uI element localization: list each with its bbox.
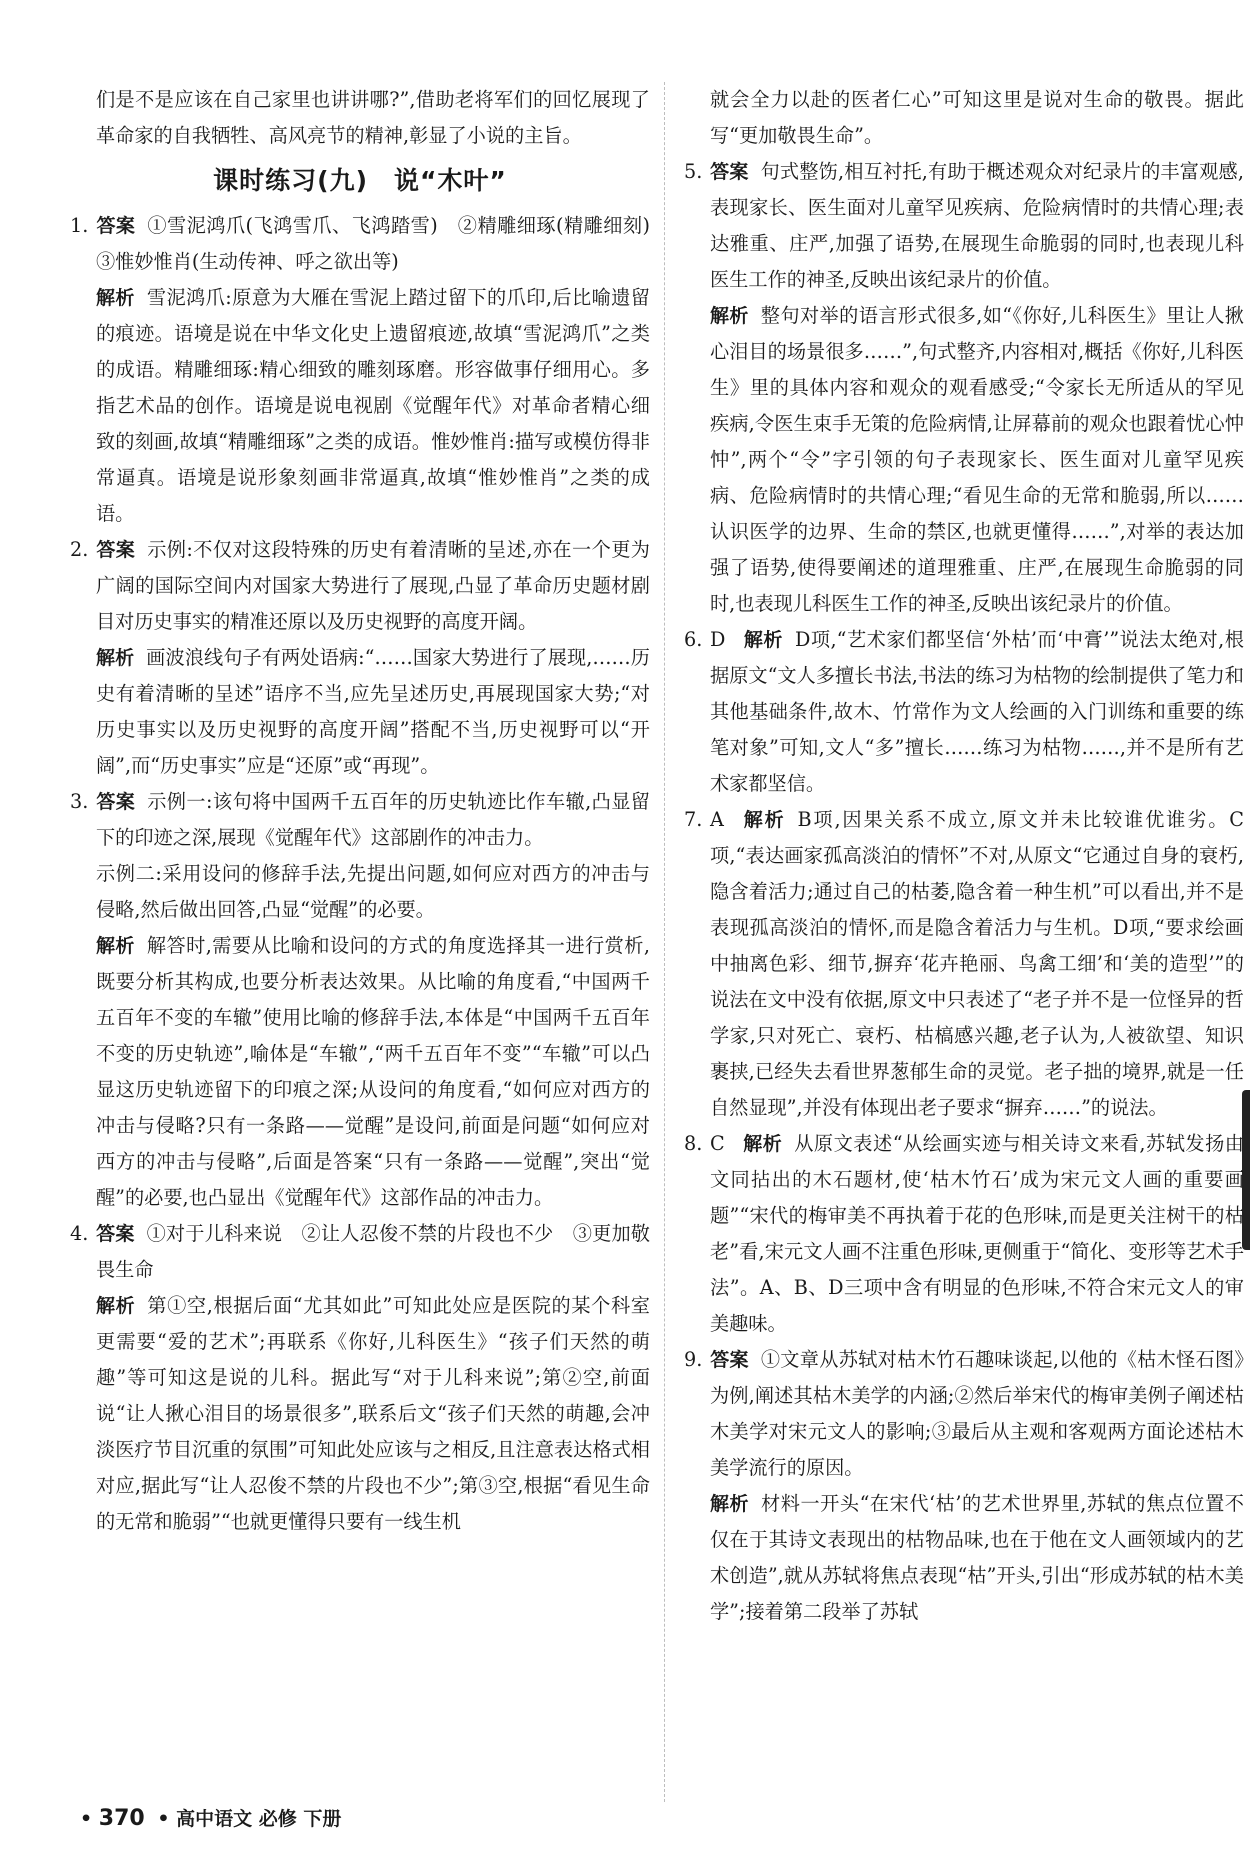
question-7 <box>684 802 1244 1126</box>
dot-separator: • <box>157 1808 170 1830</box>
analysis-text: 画波浪线句子有两处语病:“……国家大势进行了展现,……历史有着清晰的呈述”语序不当,应先呈述历史,再展现国家大势;“对历史事实以及历史视野的高度开阔”搭配不当,历史视野可以“开阔”,而“历史事实”应是“还原”或“再现”。 <box>96 646 650 777</box>
answer-text: ①对于儿科来说 ②让人忍俊不禁的片段也不少 ③更加敬畏生命 <box>96 1222 650 1281</box>
answer-text: ①雪泥鸿爪(飞鸿雪爪、飞鸿踏雪) ②精雕细琢(精雕细刻) ③惟妙惟肖(生动传神、呼之欲出等) <box>96 214 670 273</box>
book-title: 高中语文 必修 下册 <box>176 1808 342 1830</box>
analysis-1 <box>70 280 650 532</box>
answer-text: 示例一:该句将中国两千五百年的历史轨迹比作车辙,凸显留下的印迹之深,展现《觉醒年代》这部剧作的冲击力。 <box>96 790 650 849</box>
answer-3-example-2: 示例二:采用设问的修辞手法,先提出问题,如何应对西方的冲击与侵略,然后做出回答,凸显“觉醒”的必要。 <box>96 862 650 921</box>
question-number: 6. <box>684 628 703 651</box>
question-5 <box>684 154 1244 298</box>
answer-label: 答案 <box>710 161 749 183</box>
analysis-3 <box>70 928 650 1216</box>
question-number: 4. <box>70 1222 89 1245</box>
question-6 <box>684 622 1244 802</box>
choice-answer: C <box>710 1132 725 1155</box>
analysis-label: 解析 <box>96 1295 136 1317</box>
question-number: 3. <box>70 790 89 813</box>
analysis-label: 解析 <box>710 305 749 327</box>
analysis-4 <box>70 1288 650 1540</box>
question-number: 5. <box>684 160 703 183</box>
analysis-2 <box>70 640 650 784</box>
analysis-9 <box>684 1486 1244 1630</box>
analysis-text: 从原文表述“从绘画实迹与相关诗文来看,苏轼发扬由文同拈出的木石题材,使‘枯木竹石’成为宋元文人画的重要画题”“宋代的梅审美不再执着于花的色形味,而是更关注树干的枯老”看,宋元文人画不注重色形味,更侧重于“简化、变形等艺术手法”。A、B、D三项中含有明显的色形味,不符合宋元文人的审美趣味。 <box>710 1132 1244 1335</box>
question-3 <box>70 784 650 856</box>
continued-text: 们是不是应该在自己家里也讲讲哪?”,借助老将军们的回忆展现了革命家的自我牺牲、高风亮节的精神,彰显了小说的主旨。 <box>96 88 650 147</box>
bullet-dot: • <box>80 1808 93 1830</box>
answer-label: 答案 <box>96 215 136 237</box>
continued-text: 就会全力以赴的医者仁心”可知这里是说对生命的敬畏。据此写“更加敬畏生命”。 <box>710 88 1244 147</box>
choice-answer: D <box>710 628 726 651</box>
section-title: 课时练习(九) 说“木叶” <box>213 166 507 195</box>
analysis-text: 解答时,需要从比喻和设问的方式的角度选择其一进行赏析,既要分析其构成,也要分析表达效果。从比喻的角度看,“中国两千五百年不变的车辙”使用比喻的修辞手法,本体是“中国两千五百年不变的历史轨迹”,喻体是“车辙”,“两千五百年不变”“车辙”可以凸显这历史轨迹留下的印痕之深;从设问的角度看,“如何应对西方的冲击与侵略?只有一条路——觉醒”是设问,前面是问题“如何应对西方的冲击与侵略”,后面是答案“只有一条路——觉醒”,突出“觉醒”的必要,也凸显出《觉醒年代》这部作品的冲击力。 <box>96 934 650 1209</box>
left-column <box>70 82 670 1540</box>
question-number: 2. <box>70 538 89 561</box>
question-1 <box>70 208 670 280</box>
analysis-label: 解析 <box>96 287 135 309</box>
analysis-label: 解析 <box>710 1493 750 1515</box>
answer-label: 答案 <box>96 791 136 813</box>
question-4 <box>70 1216 650 1288</box>
analysis-label: 解析 <box>96 647 135 669</box>
analysis-label: 解析 <box>741 809 786 831</box>
answer-text: ①文章从苏轼对枯木竹石趣味谈起,以他的《枯木怪石图》为例,阐述其枯木美学的内涵;②然后举宋代的梅审美例子阐述枯木美学对宋元文人的影响;③最后从主观和客观两方面论述枯木美学流行的原因。 <box>710 1348 1244 1479</box>
answer-label: 答案 <box>96 539 136 561</box>
answer-label: 答案 <box>710 1349 749 1371</box>
question-number: 7. <box>684 808 703 831</box>
analysis-text: 材料一开头“在宋代‘枯’的艺术世界里,苏轼的焦点位置不仅在于其诗文表现出的枯物品味,也在于他在文人画领域内的艺术创造”,就从苏轼将焦点表现“枯”开头,引出“形成苏轼的枯木美学”;接着第二段举了苏轼 <box>710 1492 1244 1623</box>
analysis-text: B项,因果关系不成立,原文并未比较谁优谁劣。C项,“表达画家孤高淡泊的情怀”不对,从原文“它通过自身的衰朽,隐含着活力;通过自己的枯萎,隐含着一种生机”可以看出,并不是表现孤高淡泊的情怀,而是隐含着活力与生机。D项,“要求绘画中抽离色彩、细节,摒弃‘花卉艳丽、鸟禽工细’和‘美的造型’”的说法在文中没有依据,原文中只表述了“老子并不是一位怪异的哲学家,只对死亡、衰朽、枯槁感兴趣,老子认为,人被欲望、知识裹挟,已经失去看世界葱郁生命的灵觉。老子拙的境界,就是一任自然显现”,并没有体现出老子要求“摒弃……”的说法。 <box>710 808 1244 1119</box>
answer-text: 句式整饬,相互衬托,有助于概述观众对纪录片的丰富观感,表现家长、医生面对儿童罕见疾病、危险病情时的共情心理;表达雅重、庄严,加强了语势,在展现生命脆弱的同时,也表现儿科医生工作的神圣,反映出该纪录片的价值。 <box>710 160 1244 291</box>
analysis-text: D项,“艺术家们都坚信‘外枯’而‘中膏’”说法太绝对,根据原文“文人多擅长书法,书法的练习为枯物的绘制提供了笔力和其他基础条件,故木、竹常作为文人绘画的入门训练和重要的练笔对象”可知,文人“多”擅长……练习为枯物……,并不是所有艺术家都坚信。 <box>710 628 1244 795</box>
analysis-label: 解析 <box>742 1133 783 1155</box>
column-divider <box>664 82 665 1802</box>
answer-label: 答案 <box>96 1223 135 1245</box>
question-number: 8. <box>684 1132 703 1155</box>
page-footer <box>80 1804 341 1831</box>
answer-text: 示例:不仅对这段特殊的历史有着清晰的呈述,亦在一个更为广阔的国际空间内对国家大势进行了展现,凸显了革命历史题材剧目对历史事实的精准还原以及历史视野的高度开阔。 <box>96 538 650 633</box>
question-2 <box>70 532 650 640</box>
right-column <box>684 82 1244 1630</box>
analysis-label: 解析 <box>96 935 135 957</box>
analysis-5 <box>684 298 1244 622</box>
analysis-text: 雪泥鸿爪:原意为大雁在雪泥上踏过留下的爪印,后比喻遗留的痕迹。语境是说在中华文化史上遗留痕迹,故填“雪泥鸿爪”之类的成语。精雕细琢:精心细致的雕刻琢磨。形容做事仔细用心。多指艺术品的创作。语境是说电视剧《觉醒年代》对革命者精心细致的刻画,故填“精雕细琢”之类的成语。惟妙惟肖:描写或模仿得非常逼真。语境是说形象刻画非常逼真,故填“惟妙惟肖”之类的成语。 <box>96 286 650 525</box>
question-8 <box>684 1126 1244 1342</box>
analysis-text: 第①空,根据后面“尤其如此”可知此处应是医院的某个科室更需要“爱的艺术”;再联系《你好,儿科医生》“孩子们天然的萌趣”等可知这是说的儿科。据此写“对于儿科来说”;第②空,前面说“让人揪心泪目的场景很多”,联系后文“孩子们天然的萌趣,会冲淡医疗节目沉重的氛围”可知此处应该与之相反,且注意表达格式相对应,据此写“让人忍俊不禁的片段也不少”;第③空,根据“看见生命的无常和脆弱”“也就更懂得只要有一线生机 <box>96 1294 650 1533</box>
question-9 <box>684 1342 1244 1486</box>
page-number: 370 <box>98 1806 145 1831</box>
analysis-text: 整句对举的语言形式很多,如“《你好,儿科医生》里让人揪心泪目的场景很多……”,句式整齐,内容相对,概括《你好,儿科医生》里的具体内容和观众的观看感受;“令家长无所适从的罕见疾病,令医生束手无策的危险病情,让屏幕前的观众也跟着忧心忡忡”,两个“令”字引领的句子表现家长、医生面对儿童罕见疾病、危险病情时的共情心理;“看见生命的无常和脆弱,所以……认识医学的边界、生命的禁区,也就更懂得……”,对举的表达加强了语势,使得要阐述的道理雅重、庄严,在展现生命脆弱的同时,也表现儿科医生工作的神圣,反映出该纪录片的价值。 <box>710 304 1244 615</box>
choice-answer: A <box>710 808 724 831</box>
question-number: 1. <box>70 214 89 237</box>
analysis-label: 解析 <box>743 629 783 651</box>
question-number: 9. <box>684 1348 703 1371</box>
